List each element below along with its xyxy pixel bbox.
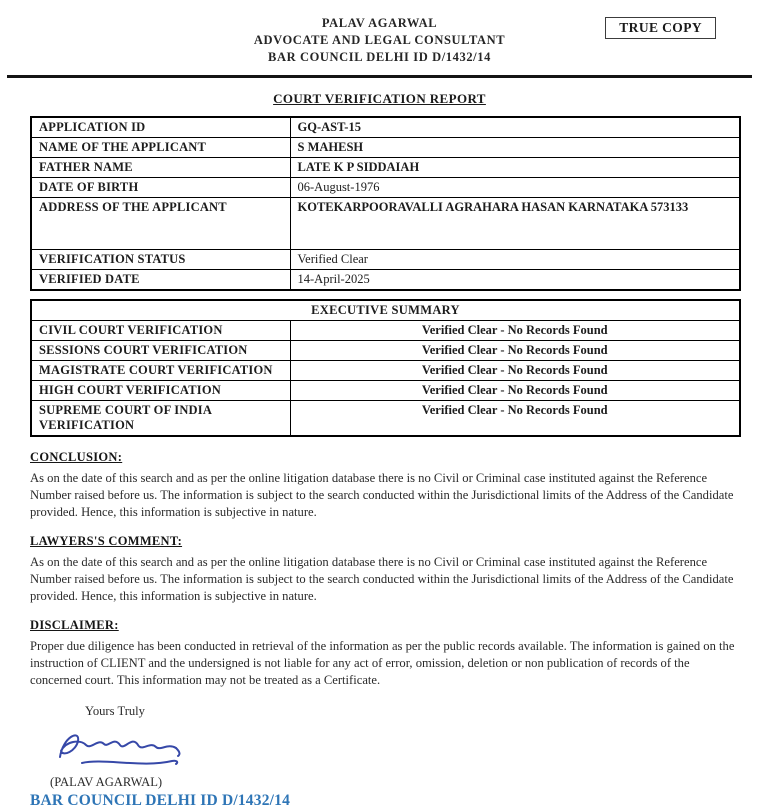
conclusion-section — [30, 450, 735, 521]
footer-bar-council-id: BAR COUNCIL DELHI ID D/1432/14 — [30, 792, 291, 809]
table-row — [31, 270, 740, 291]
detail-value: LATE K P SIDDAIAH — [290, 158, 740, 178]
detail-label: NAME OF THE APPLICANT — [31, 138, 290, 158]
summary-label: HIGH COURT VERIFICATION — [31, 381, 290, 401]
summary-value: Verified Clear - No Records Found — [290, 381, 740, 401]
section-heading: CONCLUSION: — [30, 450, 123, 464]
table-row — [31, 178, 740, 198]
table-row — [31, 300, 740, 321]
table-row — [31, 401, 740, 437]
bar-council-id: BAR COUNCIL DELHI ID D/1432/14 — [268, 50, 491, 64]
section-body: As on the date of this search and as per the online litigation database there is no Civil or Criminal case instituted against the Reference Number raised before us. The information is subject to the search conducted within the Jurisdictional limits of the Address of the Candidate provided. Hence, this information is subjective in nature. — [30, 555, 734, 603]
advocate-title: ADVOCATE AND LEGAL CONSULTANT — [253, 33, 506, 47]
signatory-name: (PALAV AGARWAL) — [50, 775, 163, 789]
executive-summary-table — [30, 299, 741, 437]
applicant-details-table — [30, 116, 741, 291]
report-title: COURT VERIFICATION REPORT — [273, 91, 486, 106]
summary-value: Verified Clear - No Records Found — [290, 401, 740, 437]
lawyers-comment-section — [30, 534, 735, 605]
advocate-name: PALAV AGARWAL — [321, 16, 438, 30]
table-row — [31, 361, 740, 381]
table-row — [31, 138, 740, 158]
detail-label: VERIFIED DATE — [31, 270, 290, 291]
header-divider — [7, 75, 752, 78]
executive-summary-title: EXECUTIVE SUMMARY — [31, 300, 740, 321]
summary-value: Verified Clear - No Records Found — [290, 361, 740, 381]
summary-value: Verified Clear - No Records Found — [290, 341, 740, 361]
section-body: Proper due diligence has been conducted in retrieval of the information as per the public records available. The information is gained on the instruction of CLIENT and the undersigned is not liable for any act of error, omission, deletion or non publication of records of the concerned court. This information may not be treated as a Certificate. — [30, 639, 735, 687]
detail-value: GQ-AST-15 — [290, 117, 740, 138]
detail-value: 14-April-2025 — [290, 270, 740, 291]
detail-label: FATHER NAME — [31, 158, 290, 178]
summary-label: SESSIONS COURT VERIFICATION — [31, 341, 290, 361]
closing-text: Yours Truly — [85, 704, 145, 718]
detail-label: ADDRESS OF THE APPLICANT — [31, 198, 290, 250]
table-row — [31, 341, 740, 361]
summary-label: MAGISTRATE COURT VERIFICATION — [31, 361, 290, 381]
detail-value: 06-August-1976 — [290, 178, 740, 198]
summary-label: CIVIL COURT VERIFICATION — [31, 321, 290, 341]
true-copy-stamp: TRUE COPY — [605, 17, 716, 39]
detail-value: Verified Clear — [290, 250, 740, 270]
table-row — [31, 158, 740, 178]
table-row — [31, 321, 740, 341]
summary-value: Verified Clear - No Records Found — [290, 321, 740, 341]
signature — [48, 723, 759, 775]
detail-label: APPLICATION ID — [31, 117, 290, 138]
detail-label: VERIFICATION STATUS — [31, 250, 290, 270]
table-row — [31, 381, 740, 401]
table-row — [31, 198, 740, 250]
section-body: As on the date of this search and as per the online litigation database there is no Civil or Criminal case instituted against the Reference Number raised before us. The information is subject to the search conducted within the Jurisdictional limits of the Address of the Candidate provided. Hence, this information is subjective in nature. — [30, 471, 734, 519]
table-row — [31, 117, 740, 138]
disclaimer-section — [30, 618, 735, 689]
detail-label: DATE OF BIRTH — [31, 178, 290, 198]
detail-value: S MAHESH — [290, 138, 740, 158]
summary-label: SUPREME COURT OF INDIA VERIFICATION — [31, 401, 290, 437]
section-heading: LAWYERS'S COMMENT: — [30, 534, 183, 548]
detail-value: KOTEKARPOORAVALLI AGRAHARA HASAN KARNATAKA 573133 — [290, 198, 740, 250]
table-row — [31, 250, 740, 270]
signature-ink — [48, 723, 198, 775]
section-heading: DISCLAIMER: — [30, 618, 119, 632]
